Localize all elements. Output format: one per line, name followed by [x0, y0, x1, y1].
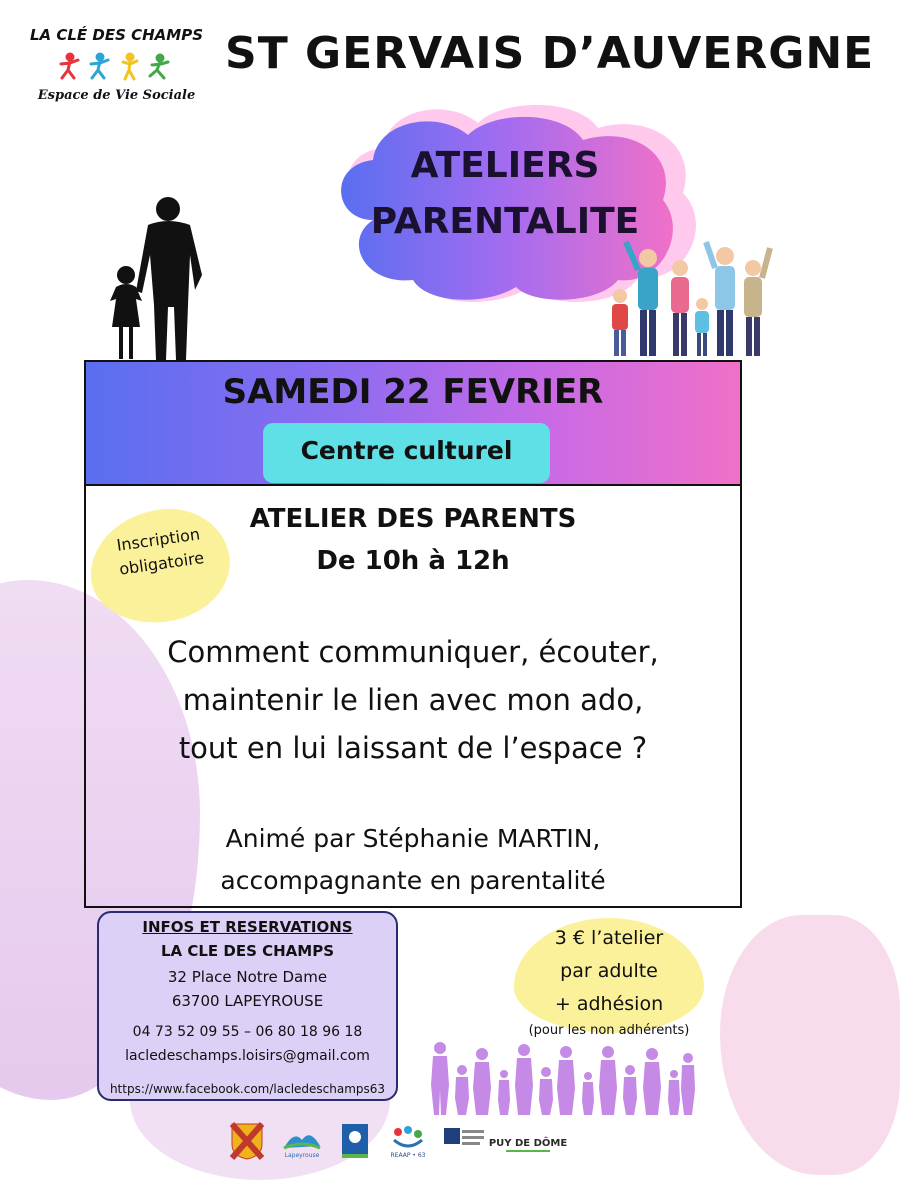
animator: [86, 818, 740, 902]
question-line1: Comment communiquer, écouter,: [167, 635, 659, 669]
running-figures-icon: [58, 52, 178, 82]
info-facebook-link[interactable]: https://www.facebook.com/lacledeschamps63: [109, 1082, 386, 1096]
background-blob-right: [720, 915, 900, 1175]
msa-logo: [442, 1122, 486, 1160]
info-phone: 04 73 52 09 55 – 06 80 18 96 18: [132, 1024, 363, 1040]
caf-logo: [340, 1122, 370, 1160]
place-label: Centre culturel: [300, 436, 513, 465]
cloud-title-line2: PARENTALITE: [370, 201, 640, 242]
price-line2: par adulte: [560, 960, 658, 982]
info-address-line1: 32 Place Notre Dame: [167, 968, 328, 986]
info-heading: INFOS ET RESERVATIONS: [142, 918, 353, 936]
info-email: lacledeschamps.loisirs@gmail.com: [125, 1048, 370, 1064]
price-note: (pour les non adhérents): [528, 1023, 690, 1038]
event-date: SAMEDI 22 FEVRIER: [222, 372, 604, 412]
logo-subtitle: Espace de Vie Sociale: [37, 88, 196, 103]
animator-line1: Animé par Stéphanie MARTIN,: [225, 824, 601, 853]
reaap-label: REAAP • 63: [390, 1152, 426, 1159]
puy-de-dome-logo: [488, 1122, 568, 1160]
town-title: ST GERVAIS D’AUVERGNE: [225, 28, 875, 79]
animator-line2: accompagnante en parentalité: [220, 866, 606, 895]
lapeyrouse-logo: [280, 1122, 324, 1160]
cloud-title: [330, 138, 680, 250]
info-organisation: LA CLE DES CHAMPS: [160, 942, 335, 960]
parent-child-silhouette-icon: [100, 195, 220, 365]
inscription-line2: obligatoire: [118, 548, 206, 579]
info-address-line2: 63700 LAPEYROUSE: [171, 992, 324, 1010]
inscription-line1: Inscription: [115, 524, 202, 555]
family-crowd-icon: [430, 1040, 695, 1115]
puy-de-dome-label: PUY DE DÔME: [488, 1138, 568, 1149]
reaap-logo: [388, 1122, 428, 1160]
logo-title: LA CLÉ DES CHAMPS: [29, 26, 204, 44]
question-line3: tout en lui laissant de l’espace ?: [178, 731, 648, 765]
price-line1: 3 € l’atelier: [554, 927, 664, 949]
workshop-question: [86, 628, 740, 772]
price-info: [498, 922, 720, 1021]
atelier-title: ATELIER DES PARENTS: [249, 504, 577, 534]
svg-text:Lapeyrouse: Lapeyrouse: [284, 1152, 320, 1159]
cheering-family-icon: [600, 238, 775, 360]
cloud-title-line1: ATELIERS: [410, 145, 600, 186]
price-line3: + adhésion: [554, 993, 664, 1015]
department-coat-of-arms-icon: [230, 1122, 264, 1160]
atelier-time: De 10h à 12h: [316, 546, 510, 576]
question-line2: maintenir le lien avec mon ado,: [182, 683, 644, 717]
